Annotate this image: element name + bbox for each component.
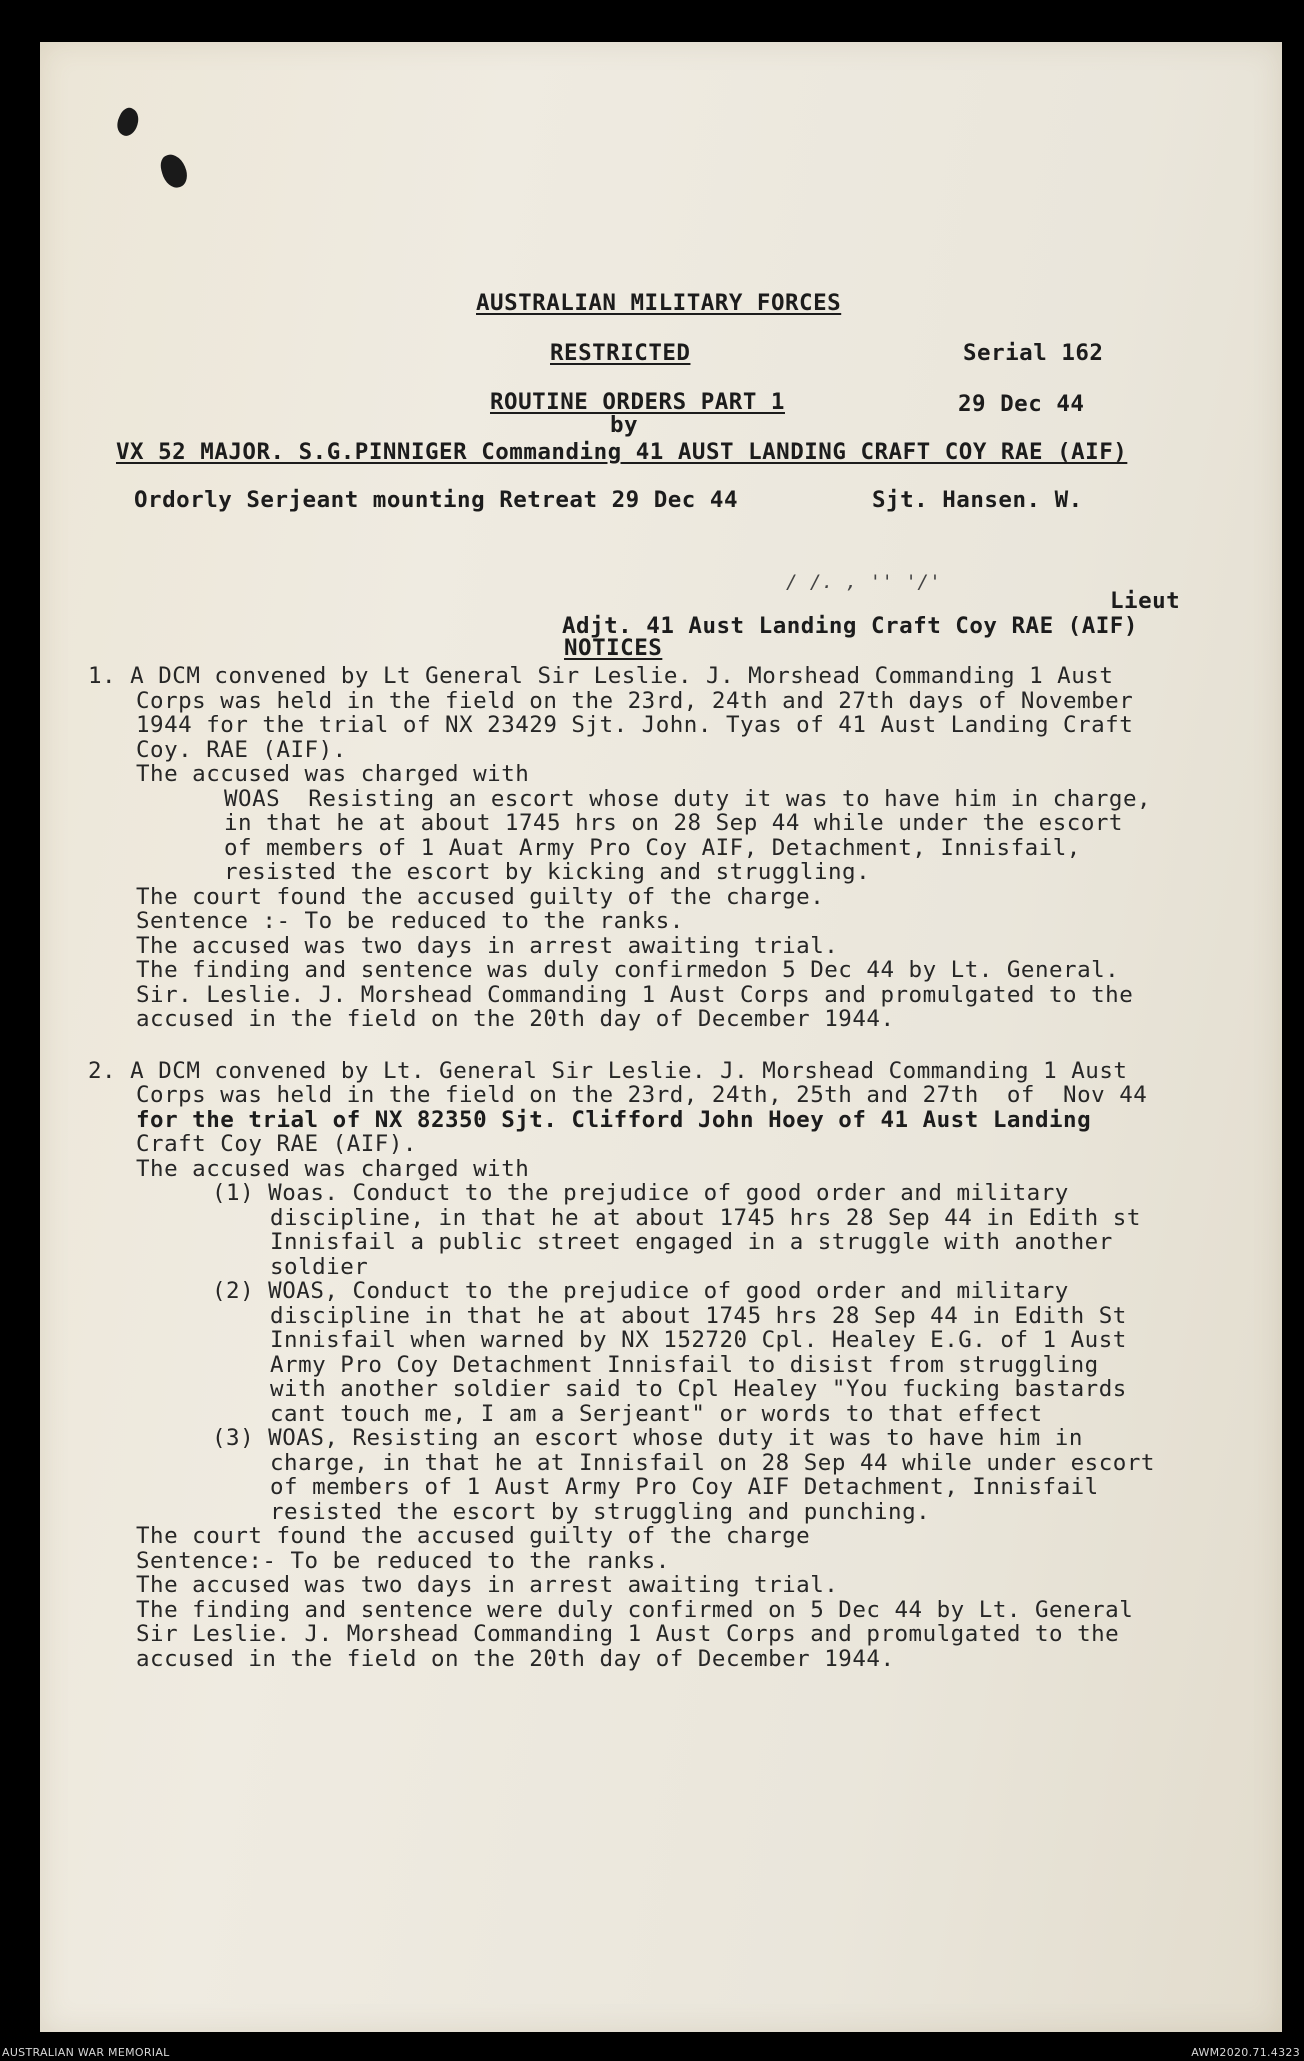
notice-2-charge-3: (3) WOAS, Resisting an escort whose duty it was to have him in — [212, 1425, 1083, 1451]
notice-2-charge-3: charge, in that he at Innisfail on 28 Sep 44 while under escort — [270, 1450, 1155, 1476]
signature-rank: Lieut — [1110, 588, 1181, 614]
notice-2-charge-1: soldier — [270, 1254, 369, 1280]
notice-2-charge-2: cant touch me, I am a Serjeant" or words to that effect — [270, 1401, 1043, 1427]
notice-1-line: The court found the accused guilty of the charge. — [136, 884, 825, 910]
notice-2-line: for the trial of NX 82350 Sjt. Clifford John Hoey of 41 Aust Landing — [136, 1107, 1092, 1133]
header-by: by — [610, 412, 639, 438]
signature-scribble: / /. , '' '/' — [786, 571, 942, 593]
notice-1-charge: resisted the escort by kicking and struggling. — [224, 859, 871, 885]
notice-1-line: 1944 for the trial of NX 23429 Sjt. John. Tyas of 41 Aust Landing Craft — [136, 712, 1134, 738]
notice-2-line: The accused was two days in arrest awaiting trial. — [136, 1572, 839, 1598]
notice-1-line: Sir. Leslie. J. Morshead Commanding 1 Aust Corps and promulgated to the — [136, 982, 1134, 1008]
notice-2-line: The court found the accused guilty of the charge — [136, 1523, 811, 1549]
notice-1-line: The accused was two days in arrest awaiting trial. — [136, 933, 839, 959]
notice-1-line: The accused was charged with — [136, 761, 530, 787]
notice-2-charge-3: resisted the escort by struggling and punching. — [270, 1499, 931, 1525]
footer-accession-number: AWM2020.71.4323 — [1191, 2046, 1300, 2059]
notice-2-line: Sentence:- To be reduced to the ranks. — [136, 1548, 670, 1574]
notice-2-charge-2: Innisfail when warned by NX 152720 Cpl. Healey E.G. of 1 Aust — [270, 1327, 1127, 1353]
ordorly-serjeant-name: Sjt. Hansen. W. — [872, 487, 1083, 513]
footer-institution: AUSTRALIAN WAR MEMORIAL — [2, 2046, 170, 2059]
notice-2-charge-3: of members of 1 Aust Army Pro Coy AIF Detachment, Innisfail — [270, 1474, 1099, 1500]
notice-2-charge-1: (1) Woas. Conduct to the prejudice of good order and military — [212, 1180, 1069, 1206]
notice-1-charge: WOAS Resisting an escort whose duty it was to have him in charge, — [224, 786, 1152, 812]
notice-2-charge-2: Army Pro Coy Detachment Innisfail to disist from struggling — [270, 1352, 1099, 1378]
notice-1-line: Sentence :- To be reduced to the ranks. — [136, 908, 684, 934]
notice-2-charge-2: discipline in that he at about 1745 hrs 28 Sep 44 in Edith St — [270, 1303, 1127, 1329]
notice-2-line: accused in the field on the 20th day of December 1944. — [136, 1646, 895, 1672]
header-date: 29 Dec 44 — [958, 391, 1085, 417]
notice-2-charge-1: discipline, in that he at about 1745 hrs 28 Sep 44 in Edith st — [270, 1205, 1141, 1231]
notice-2-line: The accused was charged with — [136, 1156, 530, 1182]
header-commander: VX 52 MAJOR. S.G.PINNIGER Commanding 41 AUST LANDING CRAFT COY RAE (AIF) — [116, 439, 1128, 465]
notice-1-charge: of members of 1 Auat Army Pro Coy AIF, Detachment, Innisfail, — [224, 835, 1081, 861]
notice-1-line: The finding and sentence was duly confirmedon 5 Dec 44 by Lt. General. — [136, 957, 1120, 983]
header-title: AUSTRALIAN MILITARY FORCES — [476, 290, 842, 316]
notice-1-line: accused in the field on the 20th day of December 1944. — [136, 1006, 895, 1032]
notice-2-line: Corps was held in the field on the 23rd, 24th, 25th and 27th of Nov 44 — [136, 1082, 1148, 1108]
notice-1-charge: in that he at about 1745 hrs on 28 Sep 44 while under the escort — [224, 810, 1123, 836]
notice-1-line: Coy. RAE (AIF). — [136, 737, 347, 763]
header-orders: ROUTINE ORDERS PART 1 — [490, 389, 785, 415]
header-serial: Serial 162 — [963, 340, 1104, 366]
notice-1-line: 1. A DCM convened by Lt General Sir Leslie. J. Morshead Commanding 1 Aust — [88, 663, 1114, 689]
notices-title: NOTICES — [564, 635, 663, 661]
notice-2-charge-2: (2) WOAS, Conduct to the prejudice of good order and military — [212, 1278, 1069, 1304]
notice-2-line: Craft Coy RAE (AIF). — [136, 1131, 417, 1157]
ordorly-serjeant-line: Ordorly Serjeant mounting Retreat 29 Dec 44 — [134, 487, 738, 513]
notice-2-line: Sir Leslie. J. Morshead Commanding 1 Aust Corps and promulgated to the — [136, 1621, 1120, 1647]
signature-appointment: Adjt. 41 Aust Landing Craft Coy RAE (AIF) — [562, 613, 1138, 639]
notice-2-line: 2. A DCM convened by Lt. General Sir Leslie. J. Morshead Commanding 1 Aust — [88, 1058, 1128, 1084]
notice-2-charge-1: Innisfail a public street engaged in a struggle with another — [270, 1229, 1113, 1255]
header-classification: RESTRICTED — [550, 340, 691, 366]
notice-2-charge-2: with another soldier said to Cpl Healey "You fucking bastards — [270, 1376, 1127, 1402]
notice-1-line: Corps was held in the field on the 23rd, 24th and 27th days of November — [136, 688, 1134, 714]
notice-2-line: The finding and sentence were duly confirmed on 5 Dec 44 by Lt. General — [136, 1597, 1134, 1623]
